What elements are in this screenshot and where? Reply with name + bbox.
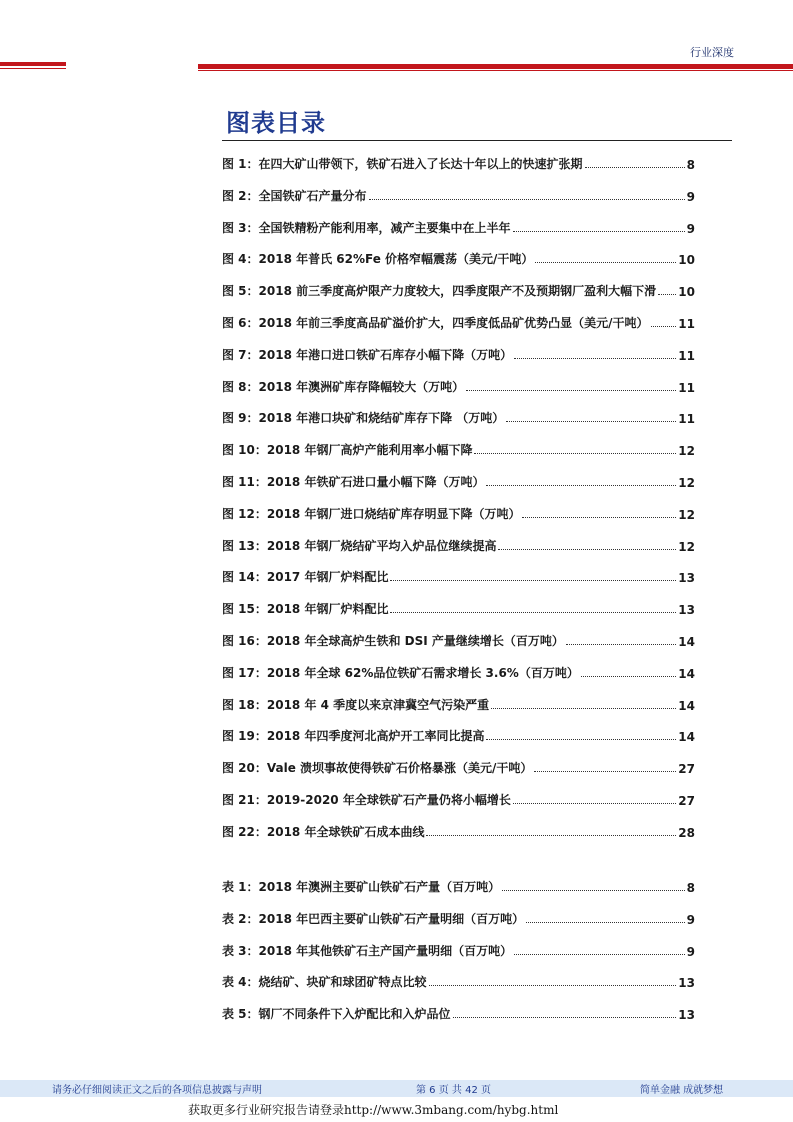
toc-entry[interactable]	[222, 152, 695, 172]
toc-leader-dots	[426, 835, 676, 836]
toc-entry-page: 9	[686, 189, 695, 204]
toc-entry[interactable]	[222, 820, 695, 840]
toc-entry-page: 12	[678, 444, 695, 459]
toc-entry-page: 13	[678, 1008, 695, 1022]
toc-entry-label: 表 4：烧结矿、块矿和球团矿特点比较	[222, 975, 427, 990]
toc-entry-page: 13	[678, 976, 695, 991]
toc-entry-page: 13	[678, 571, 695, 586]
toc-leader-dots	[369, 199, 685, 200]
toc-entry-page: 10	[678, 253, 695, 268]
toc-entry[interactable]	[222, 375, 695, 395]
toc-entry-page: 14	[678, 730, 695, 745]
toc-entry[interactable]	[222, 184, 695, 204]
toc-entry-page: 14	[678, 698, 695, 713]
toc-entry-page: 11	[678, 348, 695, 363]
toc-entry-page: 14	[678, 635, 695, 649]
toc-entry[interactable]	[222, 406, 695, 426]
header-rule-right-thick	[198, 64, 793, 69]
toc-leader-dots	[498, 549, 676, 550]
toc-entry-label: 图 15：2018 年钢厂炉料配比	[222, 602, 389, 617]
toc-entry-label: 表 1：2018 年澳洲主要矿山铁矿石产量（百万吨）	[222, 880, 501, 894]
toc-entry-label: 表 2：2018 年巴西主要矿山铁矿石产量明细（百万吨）	[222, 911, 525, 926]
toc-leader-dots	[514, 954, 685, 955]
toc-leader-dots	[474, 453, 676, 454]
header-rule-left-thin	[0, 68, 66, 69]
toc-entry-label: 图 19：2018 年四季度河北高炉开工率同比提高	[222, 729, 485, 744]
toc-leader-dots	[534, 771, 676, 772]
toc-entry-page: 11	[678, 317, 695, 331]
header-tag: 行业深度	[690, 46, 734, 59]
toc-entry-label: 图 20：Vale 溃坝事故使得铁矿石价格暴涨（美元/干吨）	[222, 761, 533, 776]
toc-entry-label: 图 14：2017 年钢厂炉料配比	[222, 570, 389, 585]
toc-entry[interactable]	[222, 907, 695, 927]
toc-entry[interactable]	[222, 565, 695, 585]
toc-entry-label: 图 12：2018 年钢厂进口烧结矿库存明显下降（万吨）	[222, 506, 521, 521]
toc-entry-label: 图 10：2018 年钢厂高炉产能利用率小幅下降	[222, 443, 473, 458]
toc-entry[interactable]	[222, 502, 695, 522]
toc-entry-label: 图 13：2018 年钢厂烧结矿平均入炉品位继续提高	[222, 538, 497, 553]
toc-title: 图表目录	[226, 109, 326, 137]
footer-slogan: 简单金融 成就梦想	[640, 1085, 724, 1096]
toc-entry[interactable]	[222, 311, 695, 331]
toc-entry[interactable]	[222, 597, 695, 617]
toc-entry-label: 表 5：钢厂不同条件下入炉配比和入炉品位	[222, 1007, 451, 1021]
toc-leader-dots	[535, 262, 676, 263]
toc-entry[interactable]	[222, 343, 695, 363]
toc-entry[interactable]	[222, 470, 695, 490]
toc-entry-page: 9	[686, 912, 695, 927]
toc-entry-page: 8	[686, 158, 695, 172]
toc-entry[interactable]	[222, 629, 695, 649]
toc-entry-label: 图 16：2018 年全球高炉生铁和 DSI 产量继续增长（百万吨）	[222, 634, 564, 648]
toc-entry-label: 图 3：全国铁精粉产能利用率，减产主要集中在上半年	[222, 220, 511, 235]
toc-entry-label: 图 7：2018 年港口进口铁矿石库存小幅下降（万吨）	[222, 347, 513, 362]
toc-leader-dots	[466, 390, 676, 391]
toc-entry[interactable]	[222, 438, 695, 458]
toc-entry-label: 图 4：2018 年普氏 62%Fe 价格窄幅震荡（美元/干吨）	[222, 252, 534, 267]
toc-entry-page: 8	[686, 881, 695, 895]
toc-entry-page: 11	[678, 412, 695, 427]
toc-entry-page: 10	[678, 285, 695, 300]
toc-leader-dots	[486, 485, 676, 486]
toc-entry-label: 图 11：2018 年铁矿石进口量小幅下降（万吨）	[222, 475, 485, 489]
toc-leader-dots	[390, 580, 676, 581]
toc-entry-label: 图 17：2018 年全球 62%品位铁矿石需求增长 3.6%（百万吨）	[222, 665, 579, 680]
toc-entry-page: 12	[678, 539, 695, 554]
footer-page-info: 第 6 页 共 42 页	[416, 1085, 491, 1096]
toc-entry-label: 表 3：2018 年其他铁矿石主产国产量明细（百万吨）	[222, 943, 513, 958]
toc-entry-label: 图 18：2018 年 4 季度以来京津冀空气污染严重	[222, 697, 490, 712]
toc-entry-label: 图 2：全国铁矿石产量分布	[222, 188, 367, 203]
toc-entry-label: 图 21：2019-2020 年全球铁矿石产量仍将小幅增长	[222, 793, 511, 807]
toc-entry-label: 图 1：在四大矿山带领下，铁矿石进入了长达十年以上的快速扩张期	[222, 157, 583, 171]
toc-entry-label: 图 9：2018 年港口块矿和烧结矿库存下降 （万吨）	[222, 411, 505, 426]
toc-entry[interactable]	[222, 661, 695, 681]
toc-leader-dots	[581, 676, 676, 677]
toc-entry-page: 11	[678, 380, 695, 395]
toc-entry-page: 14	[678, 666, 695, 681]
toc-entry-label: 图 5：2018 前三季度高炉限产力度较大，四季度限产不及预期钢厂盈利大幅下滑	[222, 284, 657, 299]
toc-entry[interactable]	[222, 216, 695, 236]
toc-leader-dots	[491, 708, 676, 709]
toc-leader-dots	[514, 358, 676, 359]
toc-entry[interactable]	[222, 534, 695, 554]
toc-leader-dots	[651, 326, 677, 327]
toc-entry[interactable]	[222, 1002, 695, 1022]
toc-leader-dots	[486, 739, 676, 740]
toc-entry[interactable]	[222, 724, 695, 744]
toc-entry-page: 12	[678, 507, 695, 522]
toc-entry[interactable]	[222, 788, 695, 808]
toc-entry-page: 27	[678, 762, 695, 777]
toc-leader-dots	[429, 985, 677, 986]
toc-leader-dots	[522, 517, 676, 518]
header-rule-left-thick	[0, 62, 66, 66]
toc-entry[interactable]	[222, 279, 695, 299]
toc-entry[interactable]	[222, 693, 695, 713]
source-line: 获取更多行业研究报告请登录http://www.3mbang.com/hybg.html	[188, 1103, 559, 1117]
toc-leader-dots	[658, 294, 676, 295]
toc-leader-dots	[390, 612, 676, 613]
toc-leader-dots	[526, 922, 685, 923]
toc-entry-page: 12	[678, 476, 695, 490]
toc-leader-dots	[585, 167, 685, 168]
toc-entry[interactable]	[222, 247, 695, 267]
toc-leader-dots	[513, 803, 676, 804]
toc-entry-page: 27	[678, 794, 695, 808]
footer-disclaimer: 请务必仔细阅读正文之后的各项信息披露与声明	[52, 1085, 262, 1096]
toc-entry-page: 28	[678, 825, 695, 840]
toc-leader-dots	[513, 231, 685, 232]
toc-entry[interactable]	[222, 939, 695, 959]
toc-entry-page: 13	[678, 603, 695, 618]
toc-leader-dots	[453, 1017, 677, 1018]
toc-title-rule	[222, 140, 732, 141]
toc-leader-dots	[506, 421, 676, 422]
toc-entry-page: 9	[686, 944, 695, 959]
toc-leader-dots	[502, 890, 685, 891]
toc-entry-label: 图 8：2018 年澳洲矿库存降幅较大（万吨）	[222, 379, 465, 394]
header-rule-right-thin	[198, 70, 793, 71]
toc-entry[interactable]	[222, 875, 695, 895]
toc-entry[interactable]	[222, 970, 695, 990]
toc-entry[interactable]	[222, 756, 695, 776]
toc-entry-page: 9	[686, 221, 695, 236]
toc-entry-label: 图 6：2018 年前三季度高品矿溢价扩大，四季度低品矿优势凸显（美元/干吨）	[222, 316, 649, 330]
toc-leader-dots	[566, 644, 676, 645]
toc-entry-label: 图 22：2018 年全球铁矿石成本曲线	[222, 824, 425, 839]
